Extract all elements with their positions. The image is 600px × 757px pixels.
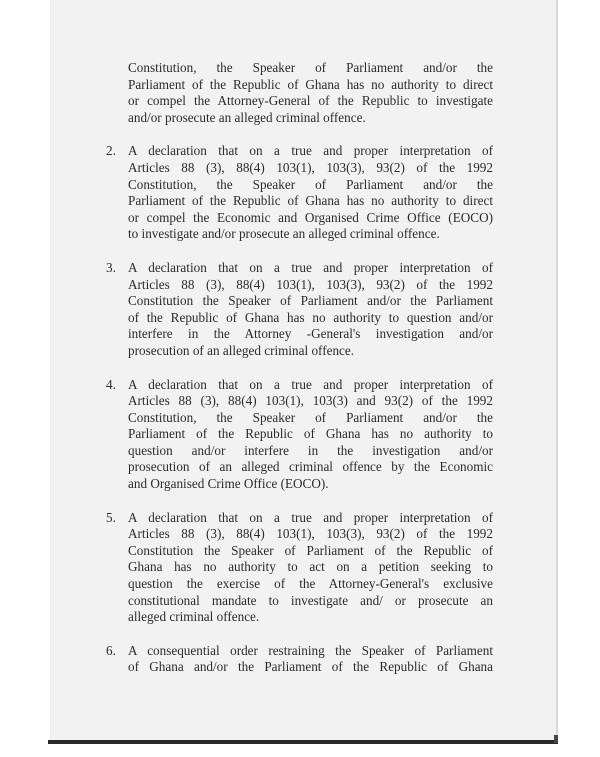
text-line: or compel the Economic and Organised Crime Office (EOCO) <box>128 209 493 225</box>
text-line: question the exercise of the Attorney-General's exclusive <box>128 576 493 592</box>
paragraph-number: 5. <box>106 509 116 525</box>
text-line: of Ghana and/or the Parliament of the Republic of Ghana <box>128 659 493 675</box>
numbered-paragraph-2 <box>108 143 493 243</box>
text-line: A consequential order restraining the Speaker of Parliament <box>128 642 493 658</box>
text-line: to investigate and/or prosecute an alleged criminal offence. <box>128 226 440 242</box>
text-line: A declaration that on a true and proper interpretation of <box>128 143 493 159</box>
text-line: question and/or interfere in the investigation and/or <box>128 442 493 458</box>
numbered-paragraph-3 <box>108 260 493 360</box>
paragraph-number: 4. <box>106 376 116 392</box>
numbered-paragraph-4 <box>108 377 493 493</box>
text-line: Constitution the Speaker of Parliament of the Republic of <box>128 542 493 558</box>
text-line: Constitution, the Speaker of Parliament and/or the <box>128 60 493 75</box>
text-line: interfere in the Attorney -General's investigation and/or <box>128 326 493 342</box>
text-line: A declaration that on a true and proper interpretation of <box>128 509 493 525</box>
text-line: of the Republic of Ghana has no authority to question and/or <box>128 309 493 325</box>
text-line: Articles 88 (3), 88(4) 103(1), 103(3), 93(2) of the 1992 <box>128 526 493 542</box>
text-line: A declaration that on a true and proper interpretation of <box>128 259 493 275</box>
text-line: Constitution, the Speaker of Parliament and/or the <box>128 409 493 425</box>
text-line: Articles 88 (3), 88(4) 103(1), 103(3), 93(2) of the 1992 <box>128 159 493 175</box>
text-line: and/or prosecute an alleged criminal offence. <box>128 109 366 125</box>
text-line: Parliament of the Republic of Ghana has no authority to <box>128 426 493 442</box>
paragraph-number: 3. <box>106 259 116 275</box>
text-line: Constitution, the Speaker of Parliament and/or the <box>128 176 493 192</box>
text-line: prosecution of an alleged criminal offence by the Economic <box>128 459 493 475</box>
text-line: Articles 88 (3), 88(4) 103(1), 103(3) and 93(2) of the 1992 <box>128 393 493 409</box>
numbered-paragraph-5 <box>108 510 493 626</box>
text-line: Constitution the Speaker of Parliament and/or the Parliament <box>128 293 493 309</box>
text-line: alleged criminal offence. <box>128 609 260 625</box>
text-line: constitutional mandate to investigate and/ or prosecute an <box>128 592 493 608</box>
document-text <box>108 60 493 693</box>
text-line: Parliament of the Republic of Ghana has no authority to direct <box>128 193 493 209</box>
numbered-paragraph-6 <box>108 643 493 676</box>
text-line: Parliament of the Republic of Ghana has no authority to direct <box>128 76 493 92</box>
text-line: A declaration that on a true and proper interpretation of <box>128 376 493 392</box>
text-line: Ghana has no authority to act on a petition seeking to <box>128 559 493 575</box>
text-line: prosecution of an alleged criminal offence. <box>128 342 355 358</box>
page-bottom-edge <box>48 740 558 744</box>
paragraph-number: 2. <box>106 143 116 159</box>
page-corner-shadow <box>554 735 558 743</box>
continuation-paragraph <box>128 60 493 126</box>
text-line: Articles 88 (3), 88(4) 103(1), 103(3), 93(2) of the 1992 <box>128 276 493 292</box>
text-line: and Organised Crime Office (EOCO). <box>128 476 329 492</box>
text-line: or compel the Attorney-General of the Republic to investigate <box>128 93 493 109</box>
paragraph-number: 6. <box>106 642 116 658</box>
